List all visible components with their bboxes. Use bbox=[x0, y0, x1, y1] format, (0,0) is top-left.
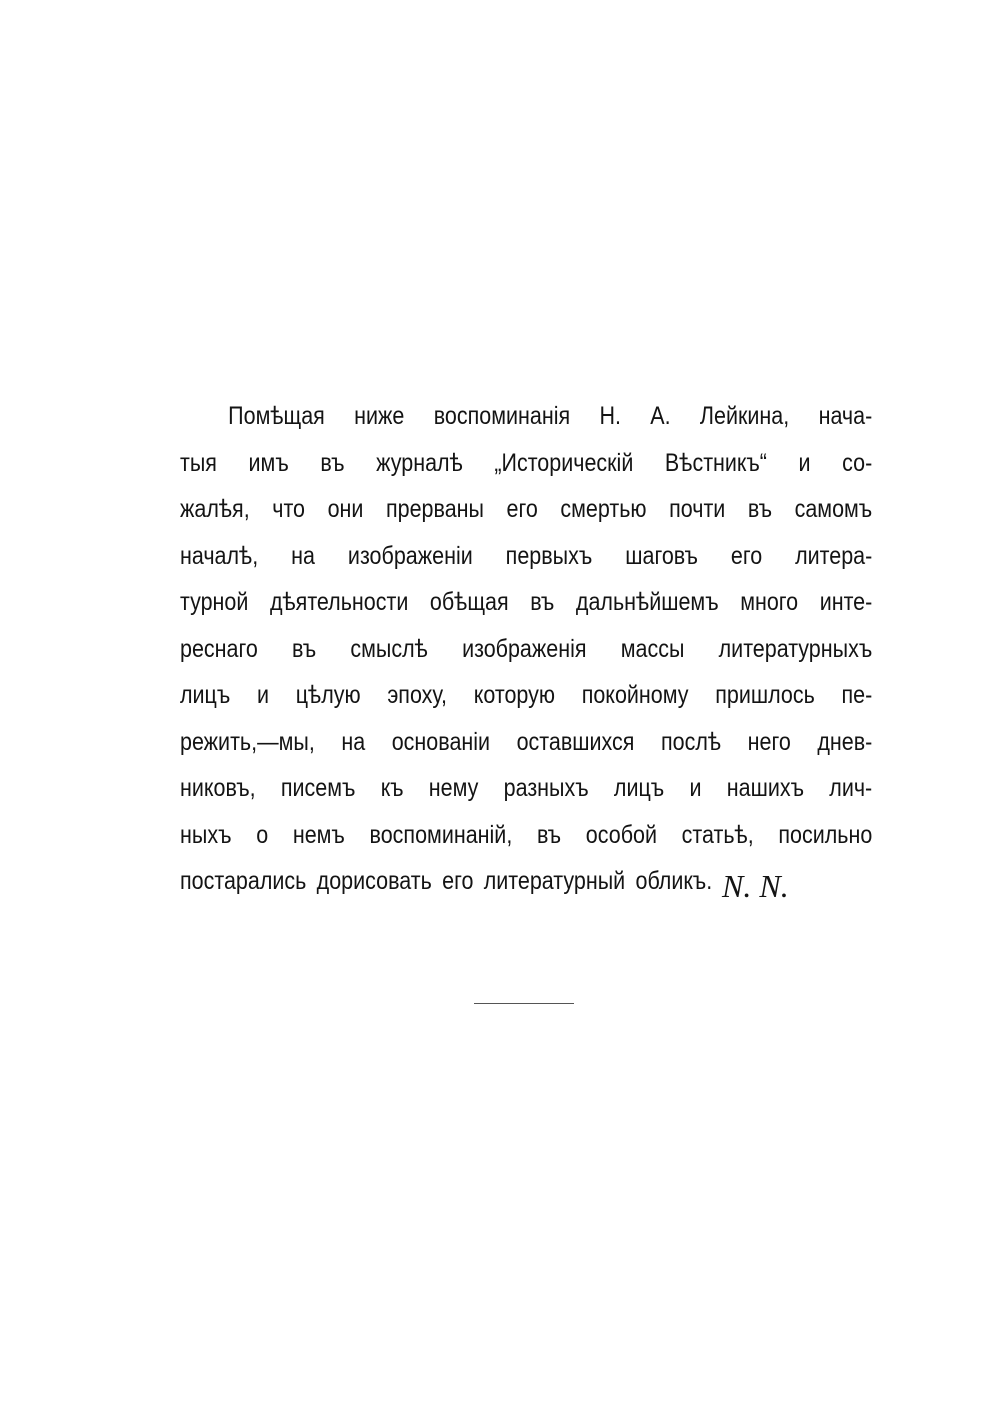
word: воспоминаній, bbox=[369, 820, 513, 849]
word: въ bbox=[292, 634, 317, 663]
paragraph-line bbox=[180, 542, 872, 589]
word: пришлось bbox=[715, 681, 815, 709]
word: имъ bbox=[248, 448, 289, 477]
word: никовъ, bbox=[180, 774, 256, 802]
word: и bbox=[257, 681, 270, 709]
word: что bbox=[272, 495, 306, 523]
paragraph-line bbox=[180, 402, 872, 449]
word: началѣ, bbox=[180, 541, 259, 570]
word: смыслѣ bbox=[350, 634, 428, 663]
word: литературныхъ bbox=[718, 634, 873, 663]
word: его bbox=[442, 867, 474, 895]
word: къ bbox=[380, 774, 404, 802]
word: инте- bbox=[819, 588, 873, 616]
word: воспоминанія bbox=[433, 402, 571, 430]
section-divider bbox=[474, 1003, 574, 1004]
word: посильно bbox=[778, 820, 873, 849]
word: Помѣщая bbox=[228, 402, 325, 430]
word: него bbox=[747, 727, 791, 756]
word: оставшихся bbox=[516, 727, 635, 756]
word: днев- bbox=[817, 727, 873, 756]
word: жалѣя, bbox=[180, 495, 250, 523]
word: лицъ bbox=[613, 774, 665, 802]
word: массы bbox=[620, 634, 685, 663]
word: со- bbox=[842, 448, 873, 477]
word: и bbox=[689, 774, 702, 802]
word: нача- bbox=[818, 402, 873, 430]
word: разныхъ bbox=[503, 774, 589, 802]
word: ныхъ bbox=[180, 820, 232, 849]
word: писемъ bbox=[280, 774, 356, 802]
word: нему bbox=[428, 774, 479, 802]
word: дѣятельности bbox=[269, 588, 409, 616]
paragraph-line bbox=[180, 774, 872, 821]
word: которую bbox=[473, 681, 556, 709]
word: эпоху, bbox=[387, 681, 448, 709]
word: Вѣстникъ“ bbox=[664, 448, 767, 477]
word: немъ bbox=[292, 820, 345, 849]
paragraph-line bbox=[180, 728, 872, 775]
word: режить,—мы, bbox=[180, 727, 315, 756]
word: пе- bbox=[841, 681, 873, 709]
paragraph-line bbox=[180, 635, 872, 682]
word: турной bbox=[180, 588, 249, 616]
word: основаніи bbox=[391, 727, 491, 756]
word: въ bbox=[530, 588, 555, 616]
word: статьѣ, bbox=[681, 820, 754, 849]
word: въ bbox=[536, 820, 562, 849]
word: его bbox=[730, 541, 763, 570]
word: реснаго bbox=[180, 634, 258, 663]
word: изображенія bbox=[462, 634, 587, 663]
word: много bbox=[740, 588, 799, 616]
word: они bbox=[327, 495, 364, 523]
word: на bbox=[341, 727, 366, 756]
paragraph-line bbox=[180, 449, 872, 496]
word: о bbox=[256, 820, 269, 849]
word: послѣ bbox=[660, 727, 722, 756]
word: его bbox=[506, 495, 538, 523]
paragraph-line bbox=[180, 821, 872, 868]
word: въ bbox=[320, 448, 345, 477]
word: дорисовать bbox=[316, 867, 432, 895]
word: обликъ. bbox=[635, 867, 713, 895]
word: лицъ bbox=[180, 681, 231, 709]
word: тыя bbox=[180, 448, 217, 477]
word: А. bbox=[650, 402, 671, 430]
word: въ bbox=[747, 495, 773, 523]
word: смертью bbox=[560, 495, 647, 523]
word: ниже bbox=[354, 402, 405, 430]
word: лич- bbox=[829, 774, 873, 802]
word: журналѣ bbox=[376, 448, 463, 477]
word: Н. bbox=[599, 402, 621, 430]
foreword-paragraph bbox=[180, 402, 872, 914]
word: почти bbox=[669, 495, 726, 523]
word: обѣщая bbox=[429, 588, 509, 616]
word: цѣлую bbox=[295, 681, 361, 709]
word: и bbox=[798, 448, 811, 477]
word: нашихъ bbox=[726, 774, 805, 802]
word: изображеніи bbox=[347, 541, 473, 570]
word: покойному bbox=[581, 681, 689, 709]
word: на bbox=[291, 541, 315, 570]
word: прерваны bbox=[385, 495, 484, 523]
word: дальнѣйшемъ bbox=[575, 588, 719, 616]
word: шаговъ bbox=[625, 541, 698, 570]
word: „Историческій bbox=[494, 448, 634, 477]
word: Лейкина, bbox=[699, 402, 790, 430]
word: самомъ bbox=[794, 495, 873, 523]
word: литературный bbox=[483, 867, 626, 895]
word: особой bbox=[585, 820, 657, 849]
paragraph-line bbox=[180, 681, 872, 728]
word: постарались bbox=[180, 867, 307, 895]
paragraph-line bbox=[180, 495, 872, 542]
word: первыхъ bbox=[505, 541, 593, 570]
word: литера- bbox=[795, 541, 873, 570]
signature: N. N. bbox=[722, 868, 789, 904]
paragraph-line bbox=[180, 588, 872, 635]
